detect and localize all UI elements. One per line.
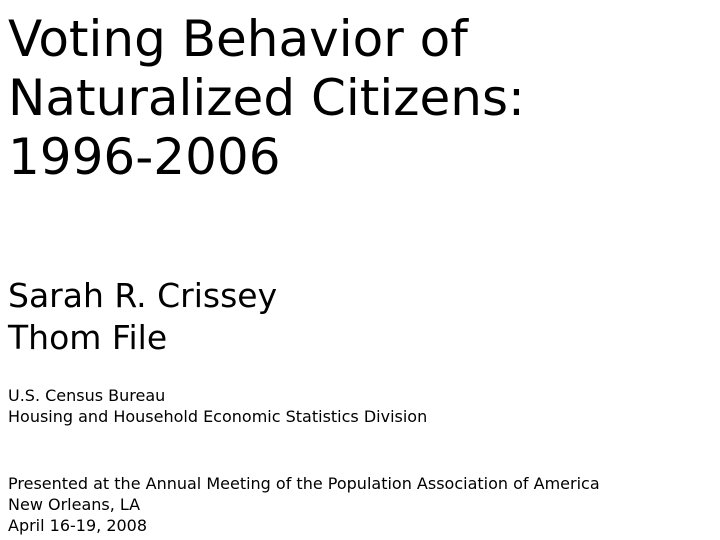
- author-list: [8, 275, 277, 359]
- presentation-dates: April 16-19, 2008: [8, 516, 148, 535]
- title-line-3: 1996-2006: [8, 128, 281, 186]
- affiliation-division: Housing and Household Economic Statistics Division: [8, 407, 428, 426]
- presentation-info: [8, 473, 600, 536]
- slide-title: [8, 10, 525, 187]
- author-name: Sarah R. Crissey: [8, 276, 278, 315]
- title-line-2: Naturalized Citizens:: [8, 69, 525, 127]
- affiliation: [8, 385, 427, 427]
- presentation-location: New Orleans, LA: [8, 495, 141, 514]
- affiliation-organization: U.S. Census Bureau: [8, 386, 166, 405]
- title-line-1: Voting Behavior of: [8, 10, 468, 68]
- presentation-venue: Presented at the Annual Meeting of the Population Association of America: [8, 474, 600, 493]
- author-name: Thom File: [8, 318, 168, 357]
